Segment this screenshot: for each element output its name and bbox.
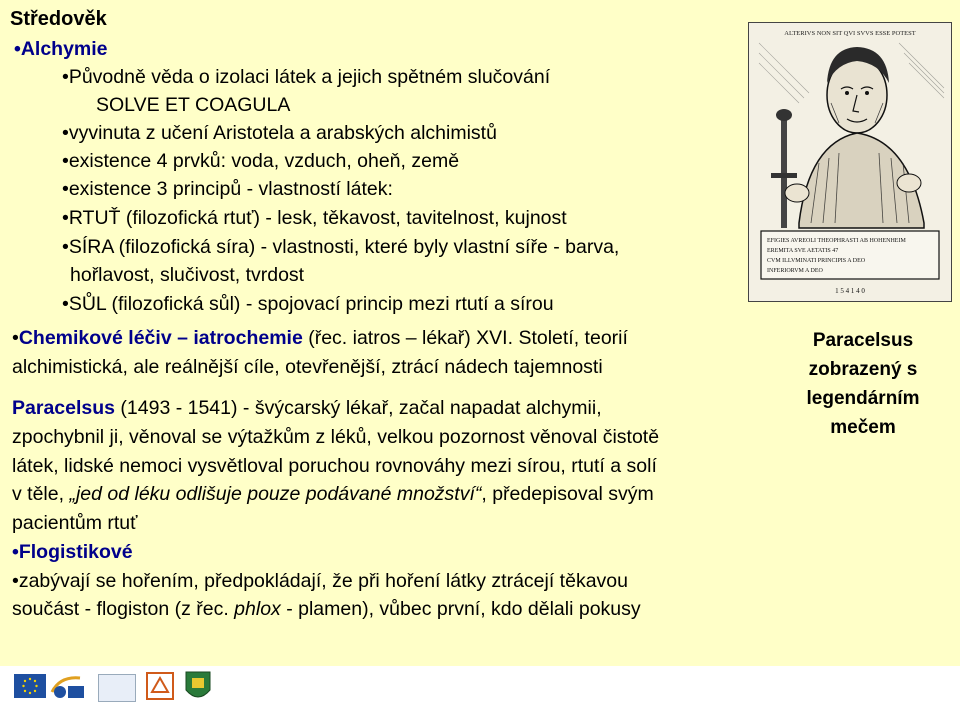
iatrochemie-rest: (řec. iatros – lékař) XVI. Století, teorií xyxy=(302,327,628,349)
list-item-text: RTUŤ (filozofická rtuť) - lesk, těkavost, tavitelnost, kujnost xyxy=(68,207,567,229)
list-item-continuation: hořlavost, slučivost, tvrdost xyxy=(70,264,305,286)
paracelsus-line-5: pacientům rtuť xyxy=(12,512,138,534)
plaque-year: 1 5 4 1 4 0 xyxy=(835,287,865,295)
list-item: •RTUŤ (filozofická rtuť) - lesk, těkavost, tavitelnost, kujnost xyxy=(62,207,567,229)
plaque-line-3: CVM ILLVMINATI PRINCIPIS A DEO xyxy=(767,258,866,264)
plaque-line-2: EREMITA SVE AETATIS 47 xyxy=(767,248,839,254)
esf-logo-icon xyxy=(50,672,90,702)
plaque-line-1: EFIGIES AVREOLI THEOPHRASTI AB HOHENHEIM xyxy=(767,238,906,244)
paracelsus-line-4-a: v těle, xyxy=(12,483,70,505)
list-item-text: SŮL (filozofická sůl) - spojovací princip mezi rtutí a sírou xyxy=(68,293,554,315)
solve-coagula: SOLVE ET COAGULA xyxy=(96,94,291,116)
list-item: •Původně věda o izolaci látek a jejich spětném slučování xyxy=(62,66,551,88)
list-item-text: vyvinuta z učení Aristotela a arabských alchimistů xyxy=(68,122,497,144)
page-title: Středověk xyxy=(10,8,107,30)
list-item-text: existence 3 principů - vlastností látek: xyxy=(68,178,393,200)
flogiston-line-2-a: součást - flogiston (z řec. xyxy=(12,598,235,620)
eu-flag-icon xyxy=(14,674,46,698)
region-emblem-icon xyxy=(184,670,212,704)
caption-line: Paracelsus xyxy=(812,330,914,351)
list-item-text: SÍRA (filozofická síra) - vlastnosti, které byly vlastní síře - barva, xyxy=(68,236,620,258)
paracelsus-line-3: látek, lidské nemoci vysvětloval poruchou rovnováhy mezi sírou, rtutí a solí xyxy=(12,455,657,477)
paracelsus-line-4 xyxy=(12,483,654,506)
portrait-caption xyxy=(778,326,948,442)
caption-line: mečem xyxy=(830,417,896,438)
heading-flogistikove-text: Flogistikové xyxy=(18,541,133,563)
portrait-engraving xyxy=(749,23,951,301)
portrait-motto: ALTERIVS NON SIT QVI SVVS ESSE POTEST xyxy=(784,30,916,37)
list-item: •existence 3 principů - vlastností látek: xyxy=(62,178,393,200)
flogiston-line-text: zabývají se hořením, předpokládají, že při hoření látky ztrácejí těkavou xyxy=(18,570,628,592)
phlox-word: phlox xyxy=(234,598,281,620)
flogiston-line-2-b: - plamen), vůbec první, kdo dělali pokusy xyxy=(280,598,641,620)
heading-alchymie-text: Alchymie xyxy=(20,38,108,60)
plaque-line-4: INFERIORVM A DEO xyxy=(767,268,823,274)
caption-line: zobrazený s xyxy=(808,359,918,380)
caption-line: legendárním xyxy=(806,388,920,409)
paracelsus-line-4-b: , předepisoval svým xyxy=(481,483,654,505)
list-item: •vyvinuta z učení Aristotela a arabských alchimistů xyxy=(62,122,497,144)
op-logo-icon xyxy=(146,672,174,700)
footer-logos xyxy=(0,666,960,716)
list-item-text: Původně věda o izolaci látek a jejich spětném slučování xyxy=(68,66,551,88)
list-item: •existence 4 prvků: voda, vzduch, oheň, země xyxy=(62,150,460,172)
paracelsus-quote: „jed od léku odlišuje pouze podávané množství“ xyxy=(69,483,482,505)
iatrochemie-term: Chemikové léčiv – iatrochemie xyxy=(18,327,303,349)
flogiston-line: •zabývají se hořením, předpokládají, že při hoření látky ztrácejí těkavou xyxy=(12,570,628,592)
paracelsus-name: Paracelsus xyxy=(12,397,115,419)
paracelsus-line-2: zpochybnil ji, věnoval se výtažkům z léků, velkou pozornost věnoval čistotě xyxy=(12,426,660,448)
paracelsus-rest: (1493 - 1541) - švýcarský lékař, začal napadat alchymii, xyxy=(115,397,602,419)
heading-alchymie: •Alchymie xyxy=(14,38,108,60)
flogiston-line-2 xyxy=(12,598,641,621)
iatrochemie-line: •Chemikové léčiv – iatrochemie (řec. iatros – lékař) XVI. Století, teorií xyxy=(12,327,628,349)
ministry-logo-icon xyxy=(98,674,136,702)
list-item-text: existence 4 prvků: voda, vzduch, oheň, země xyxy=(68,150,460,172)
iatrochemie-line-2: alchimistická, ale reálnější cíle, otevřenější, ztrácí nádech tajemnosti xyxy=(12,356,603,378)
paracelsus-line xyxy=(12,397,602,420)
paracelsus-portrait xyxy=(748,22,952,302)
heading-flogistikove: •Flogistikové xyxy=(12,541,133,563)
list-item: •SÍRA (filozofická síra) - vlastnosti, které byly vlastní síře - barva, xyxy=(62,236,620,258)
list-item: •SŮL (filozofická sůl) - spojovací princip mezi rtutí a sírou xyxy=(62,293,554,315)
